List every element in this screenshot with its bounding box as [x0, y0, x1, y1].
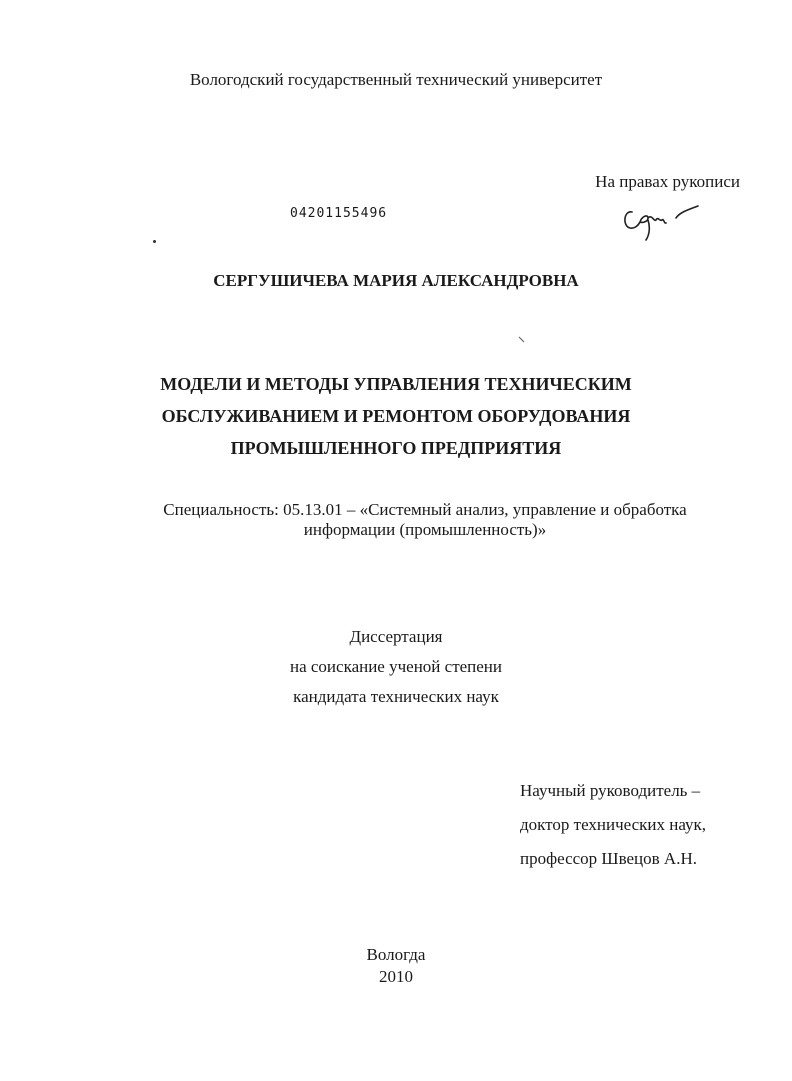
handwritten-signature	[618, 196, 708, 246]
dissertation-title	[0, 368, 792, 464]
title-line: ОБСЛУЖИВАНИЕМ И РЕМОНТОМ ОБОРУДОВАНИЯ	[161, 406, 631, 426]
specialty: Специальность: 05.13.01 – «Системный анализ, управление и обработка информации (промышленность)»	[163, 500, 687, 539]
title-line: ПРОМЫШЛЕННОГО ПРЕДПРИЯТИЯ	[230, 438, 562, 458]
place-and-year	[0, 944, 792, 988]
advisor-line: профессор Швецов А.Н.	[520, 849, 697, 868]
stray-mark	[518, 336, 526, 344]
dissertation-type	[0, 622, 792, 712]
dissertation-line: на соискание ученой степени	[289, 657, 503, 676]
advisor-line: доктор технических наук,	[520, 815, 707, 834]
dissertation-line: Диссертация	[349, 627, 443, 646]
rights-note: На правах рукописи	[595, 172, 740, 191]
city: Вологда	[366, 945, 426, 964]
scientific-advisor	[520, 774, 760, 876]
year: 2010	[379, 967, 413, 986]
author-name: СЕРГУШИЧЕВА МАРИЯ АЛЕКСАНДРОВНА	[213, 271, 579, 290]
dissertation-line: кандидата технических наук	[293, 687, 499, 706]
advisor-line: Научный руководитель –	[520, 781, 701, 800]
stray-dot	[153, 240, 156, 243]
document-number: 04201155496	[290, 206, 388, 221]
university-name: Вологодский государственный технический университет	[189, 70, 603, 89]
title-line: МОДЕЛИ И МЕТОДЫ УПРАВЛЕНИЯ ТЕХНИЧЕСКИМ	[160, 374, 632, 394]
